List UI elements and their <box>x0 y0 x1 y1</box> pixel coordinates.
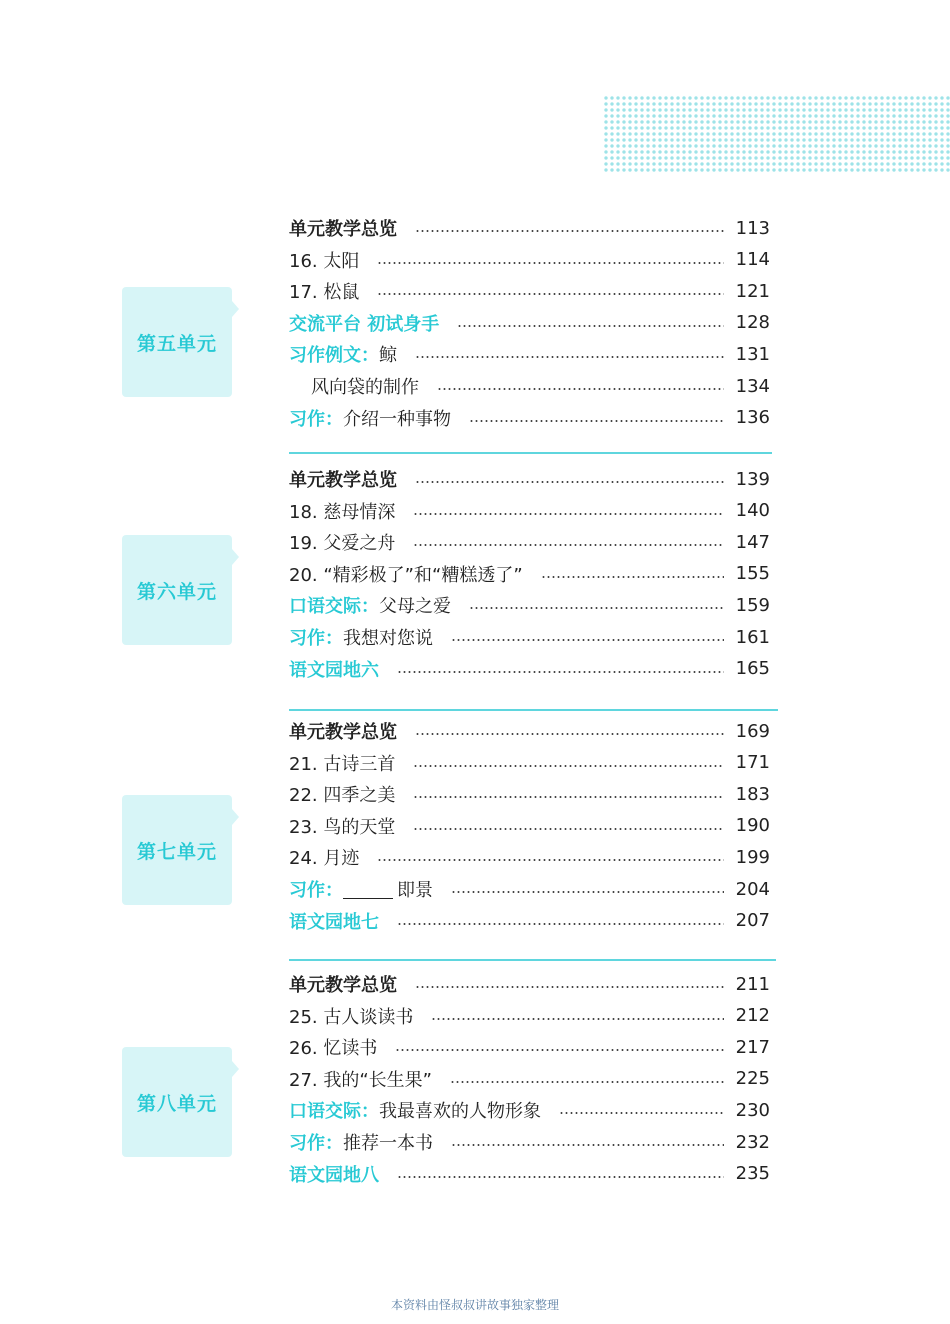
dot-leader <box>415 481 724 483</box>
page-number: 169 <box>735 720 770 742</box>
entry-title: 我想对您说 <box>343 628 433 649</box>
footer-note: 本资料由怪叔叔讲故事独家整理 <box>390 1298 559 1312</box>
fill-in-blank <box>343 880 393 899</box>
page-number: 204 <box>735 878 770 900</box>
toc-entry[interactable] <box>289 277 770 305</box>
entry-title: 风向袋的制作 <box>311 377 419 398</box>
page-number: 190 <box>735 815 770 837</box>
toc-entry[interactable] <box>289 970 770 998</box>
entry-category: 语文园地六 <box>289 659 379 681</box>
toc-entry[interactable] <box>289 404 770 432</box>
page-number: 147 <box>735 531 770 553</box>
entry-title: 25. 古人谈读书 <box>289 1006 414 1028</box>
page-number: 136 <box>735 407 770 429</box>
entry-label <box>289 1034 377 1060</box>
page-number: 114 <box>735 249 770 271</box>
entry-category: 习作： <box>289 880 343 901</box>
entry-label <box>289 341 397 367</box>
page-number: 134 <box>735 375 770 397</box>
entry-title: 单元教学总览 <box>289 219 397 240</box>
unit-badge: 第六单元 <box>122 535 232 645</box>
entry-label <box>289 624 433 650</box>
page-number: 171 <box>735 752 770 774</box>
entry-label <box>289 1161 379 1187</box>
dot-leader <box>413 765 723 767</box>
dot-leader <box>431 1018 723 1020</box>
dot-leader <box>397 1176 724 1178</box>
dot-leader <box>469 420 724 422</box>
page-number: 207 <box>735 910 770 932</box>
page-number: 159 <box>735 594 770 616</box>
entry-label <box>289 750 395 776</box>
page-number: 140 <box>735 500 770 522</box>
entry-label <box>289 498 395 524</box>
entry-title: 21. 古诗三首 <box>289 753 396 775</box>
page-number: 217 <box>735 1036 770 1058</box>
entry-category: 习作： <box>289 408 343 430</box>
dot-leader <box>415 986 724 988</box>
entry-category: 语文园地八 <box>289 1164 379 1186</box>
entry-title: 鲸 <box>379 345 397 367</box>
page-number: 139 <box>735 468 770 490</box>
dot-leader <box>413 544 723 546</box>
section-divider <box>289 452 772 454</box>
page-number: 121 <box>735 280 770 302</box>
toc-entry[interactable] <box>289 246 770 274</box>
entry-title: 即景 <box>397 880 433 901</box>
toc-entry[interactable] <box>289 907 770 935</box>
dot-leader <box>457 325 723 327</box>
dot-leader <box>450 1081 724 1083</box>
entry-label <box>289 656 379 682</box>
entry-label <box>289 813 395 839</box>
toc-entry[interactable] <box>289 717 770 745</box>
toc-entry[interactable] <box>289 655 770 683</box>
page-number: 225 <box>735 1068 770 1090</box>
page-number: 161 <box>735 626 770 648</box>
toc-entry[interactable] <box>289 812 770 840</box>
entry-label <box>289 278 359 304</box>
entry-label <box>289 215 397 241</box>
toc-entry[interactable] <box>289 843 770 871</box>
entry-title: 单元教学总览 <box>289 470 397 491</box>
page-number: 183 <box>735 783 770 805</box>
dot-leader <box>413 513 723 515</box>
dot-leader <box>437 388 724 390</box>
unit-badge: 第五单元 <box>122 287 232 397</box>
unit-badge: 第八单元 <box>122 1047 232 1157</box>
dot-pattern-decoration <box>603 95 950 173</box>
entry-category: 习作： <box>289 1133 343 1154</box>
entry-title: 单元教学总览 <box>289 975 397 996</box>
toc-entry[interactable] <box>289 497 770 525</box>
entry-label <box>289 1129 433 1155</box>
toc-entry[interactable] <box>289 340 770 368</box>
entry-title: 22. 四季之美 <box>289 785 396 807</box>
entry-title: 单元教学总览 <box>289 722 397 743</box>
dot-leader <box>377 262 723 264</box>
entry-title: 23. 鸟的天堂 <box>289 816 396 838</box>
entry-label <box>289 405 451 431</box>
entry-category: 口语交际： <box>289 596 379 618</box>
toc-entry[interactable] <box>289 1160 770 1188</box>
entry-label <box>289 1003 413 1029</box>
entry-label <box>289 592 451 618</box>
entry-label <box>289 466 397 492</box>
page-number: 211 <box>735 973 770 995</box>
dot-leader <box>451 891 724 893</box>
page-number: 128 <box>735 312 770 334</box>
entry-label <box>289 247 359 273</box>
dot-leader <box>377 293 723 295</box>
entry-title: 18. 慈母情深 <box>289 501 396 523</box>
entry-category: 口语交际： <box>289 1101 379 1123</box>
entry-category: 交流平台 初试身手 <box>289 313 440 335</box>
toc-entry[interactable] <box>289 1033 770 1061</box>
page-number: 199 <box>735 846 770 868</box>
entry-label <box>289 310 439 336</box>
entry-title: 17. 松鼠 <box>289 282 360 304</box>
toc-entry[interactable] <box>289 591 770 619</box>
page-number: 235 <box>735 1163 770 1185</box>
entry-label <box>289 844 359 870</box>
dot-leader <box>415 356 724 358</box>
entry-label <box>289 718 397 744</box>
page-number: 165 <box>735 658 770 680</box>
entry-category: 习作例文： <box>289 345 379 367</box>
dot-leader <box>395 1049 723 1051</box>
dot-leader <box>469 607 724 609</box>
toc-entry[interactable] <box>289 465 770 493</box>
entry-title: 16. 太阳 <box>289 250 360 272</box>
page-number: 232 <box>735 1131 770 1153</box>
entry-label <box>289 1066 432 1092</box>
entry-category: 习作： <box>289 628 343 649</box>
toc-entry[interactable] <box>289 623 770 651</box>
toc-entry[interactable] <box>289 1128 770 1156</box>
entry-title: 26. 忆读书 <box>289 1038 378 1060</box>
entry-label <box>289 529 395 555</box>
entry-label <box>289 971 397 997</box>
toc-entry[interactable] <box>289 1096 770 1124</box>
entry-title: 20. “精彩极了”和“糟糕透了” <box>289 564 523 586</box>
page-number: 131 <box>735 343 770 365</box>
page-number: 155 <box>735 563 770 585</box>
entry-title: 我最喜欢的人物形象 <box>379 1101 541 1123</box>
toc-entry[interactable] <box>289 528 770 556</box>
toc-entry[interactable] <box>289 372 770 400</box>
toc-entry[interactable] <box>289 780 770 808</box>
page-number: 113 <box>735 217 770 239</box>
page-number: 230 <box>735 1099 770 1121</box>
toc-entry[interactable] <box>289 749 770 777</box>
entry-label <box>289 561 523 587</box>
dot-leader <box>377 859 723 861</box>
entry-title: 推荐一本书 <box>343 1133 433 1154</box>
dot-leader <box>415 733 724 735</box>
dot-leader <box>451 1144 724 1146</box>
entry-title: 27. 我的“长生果” <box>289 1069 432 1091</box>
entry-label <box>289 876 433 902</box>
dot-leader <box>413 828 723 830</box>
toc-entry[interactable] <box>289 1065 770 1093</box>
toc-entry[interactable] <box>289 1002 770 1030</box>
toc-entry[interactable] <box>289 560 770 588</box>
toc-entry[interactable] <box>289 309 770 337</box>
dot-leader <box>415 230 724 232</box>
section-divider <box>289 709 778 711</box>
dot-leader <box>397 671 724 673</box>
entry-category: 语文园地七 <box>289 911 379 933</box>
entry-label <box>289 373 419 399</box>
section-divider <box>289 959 776 961</box>
entry-label <box>289 781 395 807</box>
unit-badge: 第七单元 <box>122 795 232 905</box>
entry-title: 24. 月迹 <box>289 848 360 870</box>
page-number: 212 <box>735 1005 770 1027</box>
toc-entry[interactable] <box>289 214 770 242</box>
entry-title: 父母之爱 <box>379 596 451 618</box>
dot-leader <box>413 796 723 798</box>
dot-leader <box>451 639 724 641</box>
entry-title: 19. 父爱之舟 <box>289 533 396 555</box>
entry-label <box>289 1097 541 1123</box>
entry-label <box>289 908 379 934</box>
dot-leader <box>397 923 724 925</box>
dot-leader <box>559 1112 724 1114</box>
dot-leader <box>541 576 724 578</box>
toc-entry[interactable] <box>289 875 770 903</box>
entry-title: 介绍一种事物 <box>343 408 451 430</box>
